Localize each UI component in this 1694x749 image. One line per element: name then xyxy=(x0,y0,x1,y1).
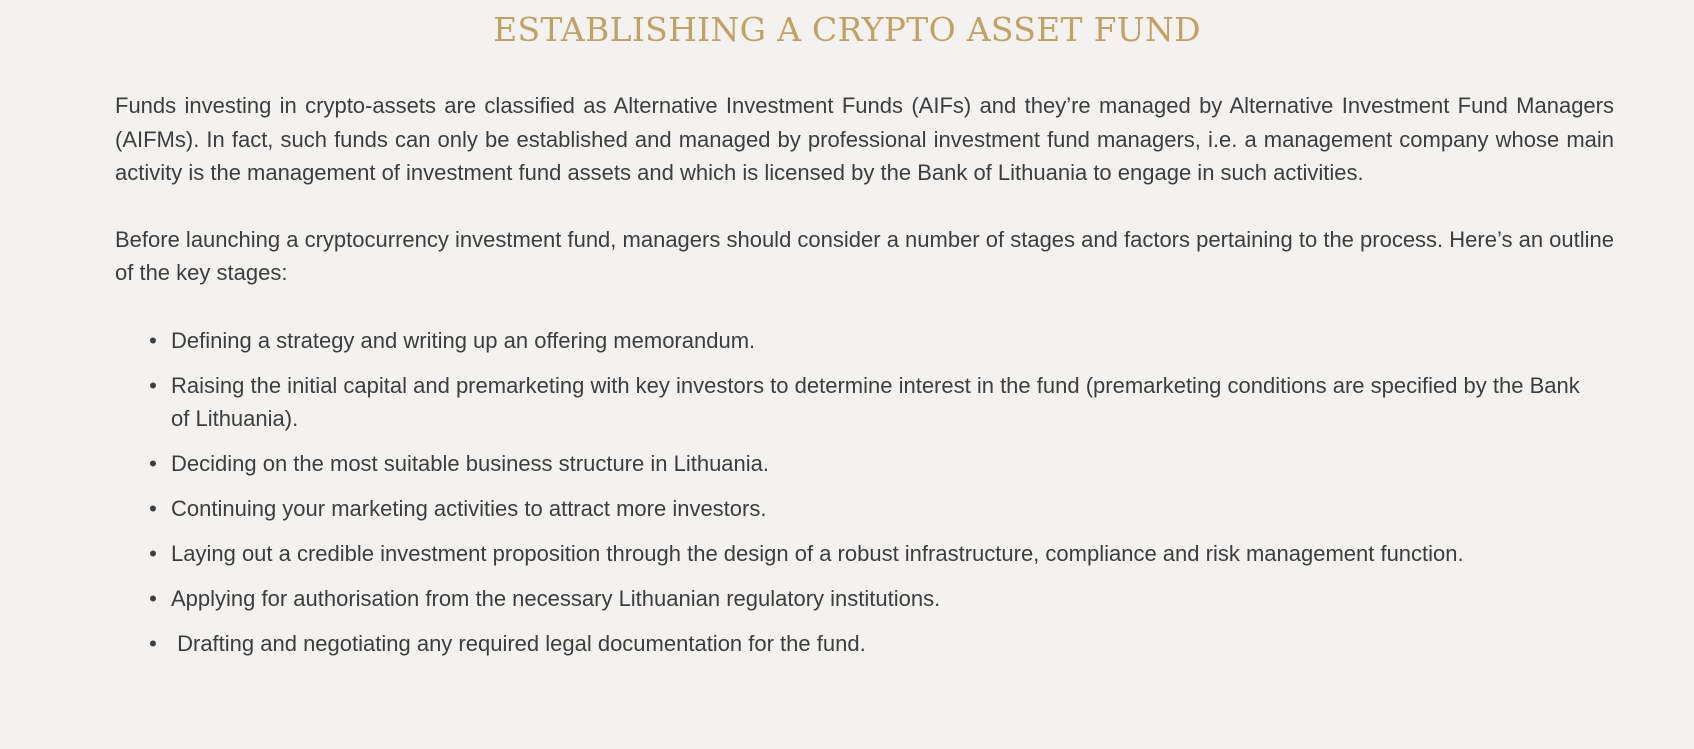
bullet-icon: • xyxy=(149,372,157,398)
bullet-icon: • xyxy=(149,451,157,476)
bullet-icon: • xyxy=(149,541,157,566)
list-item xyxy=(149,447,1614,481)
list-item xyxy=(149,537,1614,571)
bullet-icon: • xyxy=(149,631,157,656)
list-item-text: Applying for authorisation from the necessary Lithuanian regulatory institutions. xyxy=(171,586,941,611)
stages-list xyxy=(115,324,1614,661)
page-title: ESTABLISHING A CRYPTO ASSET FUND xyxy=(493,10,1201,49)
intro-paragraph: Funds investing in crypto-assets are classified as Alternative Investment Funds (AIFs) and they’re managed by Alternative Investment Fund Managers (AIFMs). In fact, such funds can only be established and managed by professional investment fund managers, i.e. a management company whose main activity is the management of investment fund assets and which is licensed by the Bank of Lithuania to engage in such activities. xyxy=(115,93,1614,185)
list-item xyxy=(149,324,1614,358)
article-body xyxy=(115,89,1614,672)
bullet-icon: • xyxy=(149,327,157,353)
list-item-text: Raising the initial capital and premarketing with key investors to determine interest in the fund (premarketing conditions are specified by the Bank of Lithuania). xyxy=(171,372,1580,431)
list-item-text: Drafting and negotiating any required legal documentation for the fund. xyxy=(171,631,866,656)
list-item-text: Defining a strategy and writing up an offering memorandum. xyxy=(171,327,756,353)
list-item-text: Laying out a credible investment proposition through the design of a robust infrastructure, compliance and risk management function. xyxy=(171,541,1464,566)
list-item-text: Deciding on the most suitable business structure in Lithuania. xyxy=(171,451,770,476)
list-item-text: Continuing your marketing activities to attract more investors. xyxy=(171,496,767,521)
list-item xyxy=(149,627,1614,661)
bullet-icon: • xyxy=(149,496,157,521)
bullet-icon: • xyxy=(149,586,157,611)
list-item xyxy=(149,492,1614,526)
stages-intro-paragraph: Before launching a cryptocurrency investment fund, managers should consider a number of stages and factors pertaining to the process. Here’s an outline of the key stages: xyxy=(115,226,1614,285)
list-item xyxy=(149,369,1614,436)
list-item xyxy=(149,582,1614,616)
